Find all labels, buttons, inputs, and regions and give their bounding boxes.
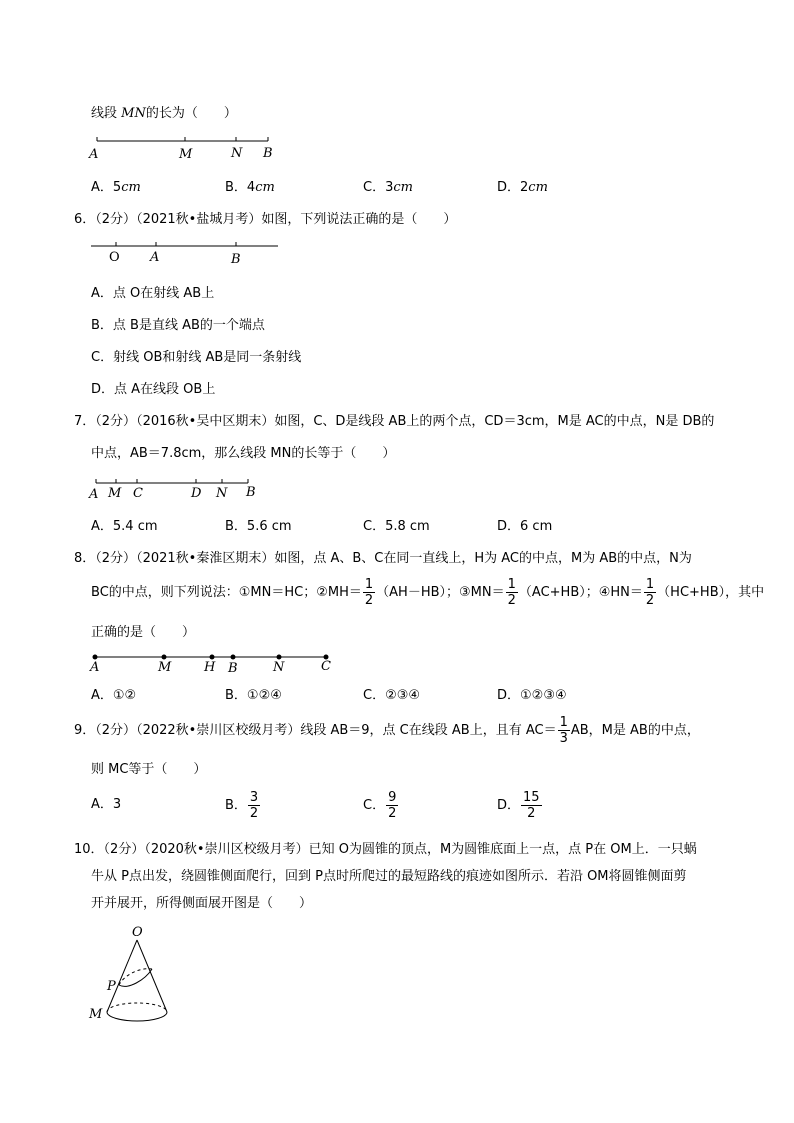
- q7-label-m: M: [108, 486, 122, 501]
- q10-stem-line1: 10．（2分）（2020秋•崇川区校级月考）已知 O为圆锥的顶点，M为圆锥底面上一点，点 P在 OM上．一只蜗: [74, 842, 697, 857]
- q7-stem-line2: 中点，AB＝7.8cm，那么线段 MN的长等于（ ）: [91, 446, 396, 461]
- q5-label-a: A: [89, 147, 99, 162]
- q10-label-o: O: [132, 925, 143, 940]
- q8-fraction-3: $\frac{1}{2}$: [645, 577, 655, 608]
- q7-label-b: B: [246, 485, 256, 500]
- q10-stem-line3: 开并展开，所得侧面展开图是（ ）: [91, 896, 313, 911]
- q7-label-a: A: [89, 487, 99, 502]
- q7-label-d: D: [191, 486, 202, 501]
- q6-stem: 6．（2分）（2021秋•盐城月考）如图，下列说法正确的是（ ）: [74, 212, 457, 227]
- q9-option-d: D． $\frac{15}{2}$: [497, 790, 540, 821]
- q5-option-c: C．3cm: [363, 180, 413, 195]
- q6-label-a: A: [150, 250, 160, 265]
- q8-fraction-1: $\frac{1}{2}$: [364, 577, 374, 608]
- q7-option-b: B．5.6 cm: [225, 519, 292, 534]
- q10-label-m: M: [89, 1007, 103, 1022]
- q6-label-o: O: [109, 250, 120, 265]
- q8-option-d: D．①②③④: [497, 688, 567, 703]
- q8-option-b: B．①②④: [225, 688, 282, 703]
- q8-label-h: H: [204, 660, 216, 675]
- q8-label-c: C: [321, 659, 331, 674]
- q8-label-m: M: [158, 660, 172, 675]
- q9-stem-line1: 9．（2分）（2022秋•崇川区校级月考）线段 AB＝9，点 C在线段 AB上，且有 AC＝ $\frac{1}{3}$ AB，M是 AB的中点，: [74, 715, 700, 746]
- q5-option-a: A．5cm: [91, 180, 141, 195]
- q9-option-c: C． $\frac{9}{2}$: [363, 790, 397, 821]
- q5-stem: 线段 MN的长为（ ）: [91, 106, 237, 121]
- q8-stem-line2: BC的中点，则下列说法：①MN＝HC；②MH＝ $\frac{1}{2}$ （AH－HB）；③MN＝ $\frac{1}{2}$ （AC+HB）；④HN＝ $\frac{1}{2}$ （HC+HB），其中: [91, 577, 765, 608]
- q9-option-a: A．3: [91, 797, 122, 812]
- q9-stem-line2: 则 MC等于（ ）: [91, 762, 207, 777]
- q6-option-d: D．点 A在线段 OB上: [91, 382, 216, 397]
- q7-option-a: A．5.4 cm: [91, 519, 158, 534]
- q7-label-n: N: [216, 486, 228, 501]
- q7-label-c: C: [133, 486, 143, 501]
- q8-stem-line3: 正确的是（ ）: [91, 625, 196, 640]
- q6-option-b: B．点 B是直线 AB的一个端点: [91, 318, 265, 333]
- q9-option-b: B． $\frac{3}{2}$: [225, 790, 259, 821]
- q8-label-n: N: [273, 660, 285, 675]
- q8-option-a: A．①②: [91, 688, 137, 703]
- q5-option-d: D．2cm: [497, 180, 548, 195]
- q8-label-b: B: [228, 661, 238, 676]
- q5-label-b: B: [263, 146, 273, 161]
- q8-label-a: A: [90, 660, 100, 675]
- q8-fraction-2: $\frac{1}{2}$: [507, 577, 516, 608]
- q5-label-n: N: [231, 146, 243, 161]
- q10-label-p: P: [107, 979, 116, 994]
- q6-option-c: C．射线 OB和射线 AB是同一条射线: [91, 350, 302, 365]
- q6-option-a: A．点 O在射线 AB上: [91, 286, 215, 301]
- q8-stem-line1: 8．（2分）（2021秋•秦淮区期末）如图，点 A、B、C在同一直线上，H为 AC的中点，M为 AB的中点，N为: [74, 551, 692, 566]
- q7-option-d: D．6 cm: [497, 519, 553, 534]
- q5-label-m: M: [179, 147, 193, 162]
- q9-fraction: $\frac{1}{3}$: [559, 715, 568, 746]
- q7-stem-line1: 7．（2分）（2016秋•吴中区期末）如图，C、D是线段 AB上的两个点，CD＝3cm，M是 AC的中点，N是 DB的: [74, 414, 715, 429]
- q10-stem-line2: 牛从 P点出发，绕圆锥侧面爬行，回到 P点时所爬过的最短路线的痕迹如图所示．若沿 OM将圆锥侧面剪: [91, 869, 687, 884]
- q7-option-c: C．5.8 cm: [363, 519, 430, 534]
- q8-option-c: C．②③④: [363, 688, 421, 703]
- q5-option-b: B．4cm: [225, 180, 275, 195]
- q6-label-b: B: [231, 252, 241, 267]
